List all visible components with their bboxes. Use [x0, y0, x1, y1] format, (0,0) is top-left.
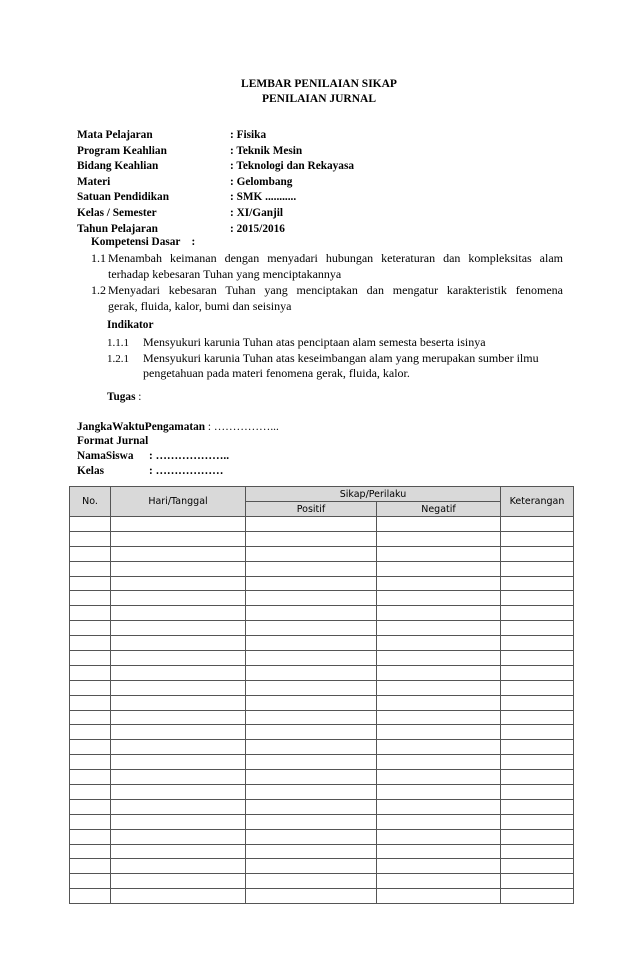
table-row	[70, 665, 574, 680]
table-cell	[377, 651, 501, 666]
table-cell	[246, 814, 377, 829]
table-cell	[246, 785, 377, 800]
table-cell	[111, 889, 246, 904]
table-cell	[501, 710, 574, 725]
table-cell	[501, 517, 574, 532]
table-cell	[501, 636, 574, 651]
table-cell	[70, 799, 111, 814]
table-row	[70, 710, 574, 725]
table-cell	[377, 606, 501, 621]
table-cell	[501, 621, 574, 636]
table-cell	[111, 665, 246, 680]
table-cell	[377, 785, 501, 800]
info-block	[77, 128, 354, 237]
table-cell	[377, 591, 501, 606]
table-cell	[111, 785, 246, 800]
table-cell	[501, 576, 574, 591]
table-cell	[246, 665, 377, 680]
table-cell	[246, 710, 377, 725]
table-cell	[501, 844, 574, 859]
table-cell	[246, 621, 377, 636]
indikator-continuation: pengetahuan pada materi fenomena gerak, fluida, kalor.	[143, 366, 410, 380]
table-cell	[111, 517, 246, 532]
table-cell	[377, 621, 501, 636]
table-cell	[70, 725, 111, 740]
table-cell	[377, 889, 501, 904]
table-cell	[501, 755, 574, 770]
table-cell	[111, 680, 246, 695]
info-row-bidang-keahlian: Bidang Keahlian : Teknologi dan Rekayasa	[77, 160, 354, 173]
table-cell	[246, 636, 377, 651]
table-cell	[377, 740, 501, 755]
table-cell	[111, 859, 246, 874]
table-cell	[377, 844, 501, 859]
table-row	[70, 829, 574, 844]
table-row	[70, 621, 574, 636]
table-cell	[377, 859, 501, 874]
table-cell	[501, 546, 574, 561]
table-cell	[246, 844, 377, 859]
table-cell	[111, 710, 246, 725]
table-row	[70, 695, 574, 710]
table-cell	[246, 680, 377, 695]
table-cell	[111, 636, 246, 651]
table-cell	[501, 889, 574, 904]
table-cell	[377, 636, 501, 651]
table-cell	[501, 799, 574, 814]
table-cell	[70, 680, 111, 695]
table-row	[70, 874, 574, 889]
journal-table	[69, 486, 574, 904]
column-header-keterangan: Keterangan	[501, 487, 574, 517]
table-cell	[246, 517, 377, 532]
table-cell	[377, 561, 501, 576]
table-row	[70, 517, 574, 532]
table-cell	[246, 725, 377, 740]
table-cell	[70, 621, 111, 636]
table-cell	[111, 829, 246, 844]
table-cell	[501, 591, 574, 606]
kompetensi-dasar-heading: Kompetensi Dasar :	[91, 236, 196, 248]
table-cell	[111, 770, 246, 785]
table-cell	[70, 606, 111, 621]
table-cell	[70, 755, 111, 770]
table-row	[70, 740, 574, 755]
indikator-item: 1.2.1 Mensyukuri karunia Tuhan atas keseimbangan alam yang merupakan sumber ilmu	[107, 351, 539, 365]
table-row	[70, 844, 574, 859]
table-row	[70, 889, 574, 904]
table-cell	[377, 799, 501, 814]
table-cell	[70, 546, 111, 561]
table-cell	[70, 576, 111, 591]
indikator-heading: Indikator	[107, 319, 154, 331]
table-cell	[377, 517, 501, 532]
table-row	[70, 531, 574, 546]
table-cell	[377, 755, 501, 770]
table-cell	[501, 770, 574, 785]
document-title: LEMBAR PENILAIAN SIKAP	[241, 78, 397, 90]
table-row	[70, 651, 574, 666]
table-cell	[111, 799, 246, 814]
table-cell	[70, 665, 111, 680]
info-row-satuan-pendidikan: Satuan Pendidikan : SMK ...........	[77, 191, 297, 204]
table-cell	[246, 889, 377, 904]
table-cell	[70, 710, 111, 725]
info-row-mata-pelajaran: Mata Pelajaran : Fisika	[77, 129, 267, 141]
table-cell	[111, 695, 246, 710]
table-cell	[70, 636, 111, 651]
table-cell	[246, 576, 377, 591]
indikator-item: 1.1.1 Mensyukuri karunia Tuhan atas penciptaan alam semesta beserta isinya	[107, 335, 486, 349]
table-cell	[501, 651, 574, 666]
table-row	[70, 591, 574, 606]
table-cell	[70, 770, 111, 785]
table-cell	[501, 740, 574, 755]
table-row	[70, 561, 574, 576]
table-cell	[70, 874, 111, 889]
table-row	[70, 546, 574, 561]
table-cell	[246, 561, 377, 576]
table-cell	[246, 874, 377, 889]
table-cell	[501, 874, 574, 889]
document-subtitle: PENILAIAN JURNAL	[261, 93, 377, 105]
table-cell	[501, 561, 574, 576]
table-cell	[111, 814, 246, 829]
table-cell	[501, 680, 574, 695]
table-cell	[70, 889, 111, 904]
table-row	[70, 680, 574, 695]
table-cell	[70, 651, 111, 666]
table-cell	[501, 725, 574, 740]
table-cell	[246, 859, 377, 874]
table-cell	[111, 844, 246, 859]
table-cell	[70, 785, 111, 800]
table-cell	[246, 651, 377, 666]
table-cell	[501, 531, 574, 546]
table-row	[70, 814, 574, 829]
info-row-materi: Materi : Gelombang	[77, 175, 293, 188]
column-header-positif: Positif	[246, 502, 377, 517]
table-cell	[246, 591, 377, 606]
table-cell	[111, 725, 246, 740]
table-cell	[377, 665, 501, 680]
table-row	[70, 606, 574, 621]
table-cell	[377, 725, 501, 740]
table-cell	[70, 531, 111, 546]
table-cell	[377, 874, 501, 889]
kelas-line: Kelas : ………………	[77, 465, 224, 477]
table-cell	[111, 591, 246, 606]
table-cell	[246, 740, 377, 755]
table-cell	[70, 561, 111, 576]
table-cell	[246, 606, 377, 621]
table-cell	[111, 874, 246, 889]
table-cell	[111, 651, 246, 666]
table-cell	[501, 695, 574, 710]
table-cell	[70, 740, 111, 755]
column-header-hari-tanggal: Hari/Tanggal	[111, 487, 246, 517]
table-cell	[111, 546, 246, 561]
table-cell	[377, 576, 501, 591]
info-row-tahun-pelajaran: Tahun Pelajaran : 2015/2016	[77, 222, 285, 235]
table-cell	[111, 755, 246, 770]
info-row-kelas-semester: Kelas / Semester : XI/Ganjil	[77, 206, 284, 219]
table-cell	[377, 546, 501, 561]
table-cell	[70, 695, 111, 710]
table-cell	[111, 621, 246, 636]
table-cell	[111, 740, 246, 755]
tugas-line: Tugas :	[107, 391, 142, 403]
column-header-sikap-perilaku: Sikap/Perilaku	[246, 487, 501, 502]
table-cell	[501, 606, 574, 621]
table-cell	[246, 531, 377, 546]
table-cell	[501, 814, 574, 829]
column-header-negatif: Negatif	[377, 502, 501, 517]
table-cell	[377, 531, 501, 546]
table-row	[70, 799, 574, 814]
table-cell	[70, 591, 111, 606]
table-cell	[70, 844, 111, 859]
table-row	[70, 636, 574, 651]
table-row	[70, 725, 574, 740]
table-cell	[377, 680, 501, 695]
table-cell	[111, 606, 246, 621]
info-row-program-keahlian: Program Keahlian : Teknik Mesin	[77, 144, 303, 157]
table-row	[70, 770, 574, 785]
column-header-no: No.	[70, 487, 111, 517]
table-cell	[246, 829, 377, 844]
table-cell	[70, 859, 111, 874]
table-cell	[70, 829, 111, 844]
table-cell	[501, 829, 574, 844]
table-cell	[111, 531, 246, 546]
table-cell	[246, 799, 377, 814]
table-cell	[111, 561, 246, 576]
table-cell	[111, 576, 246, 591]
format-jurnal-line: Format Jurnal	[77, 435, 149, 447]
table-row	[70, 755, 574, 770]
nama-siswa-line: NamaSiswa : ………………..	[77, 450, 230, 462]
table-row	[70, 785, 574, 800]
table-cell	[70, 517, 111, 532]
table-cell	[70, 814, 111, 829]
table-cell	[246, 695, 377, 710]
table-cell	[377, 710, 501, 725]
table-cell	[501, 785, 574, 800]
table-cell	[501, 665, 574, 680]
table-cell	[246, 755, 377, 770]
table-cell	[377, 829, 501, 844]
table-cell	[246, 770, 377, 785]
table-cell	[377, 695, 501, 710]
table-cell	[377, 770, 501, 785]
table-cell	[246, 546, 377, 561]
table-row	[70, 859, 574, 874]
table-row	[70, 576, 574, 591]
journal-body	[70, 517, 574, 904]
jangka-waktu-line: JangkaWaktuPengamatan : ……………...	[77, 421, 279, 433]
table-cell	[501, 859, 574, 874]
table-cell	[377, 814, 501, 829]
